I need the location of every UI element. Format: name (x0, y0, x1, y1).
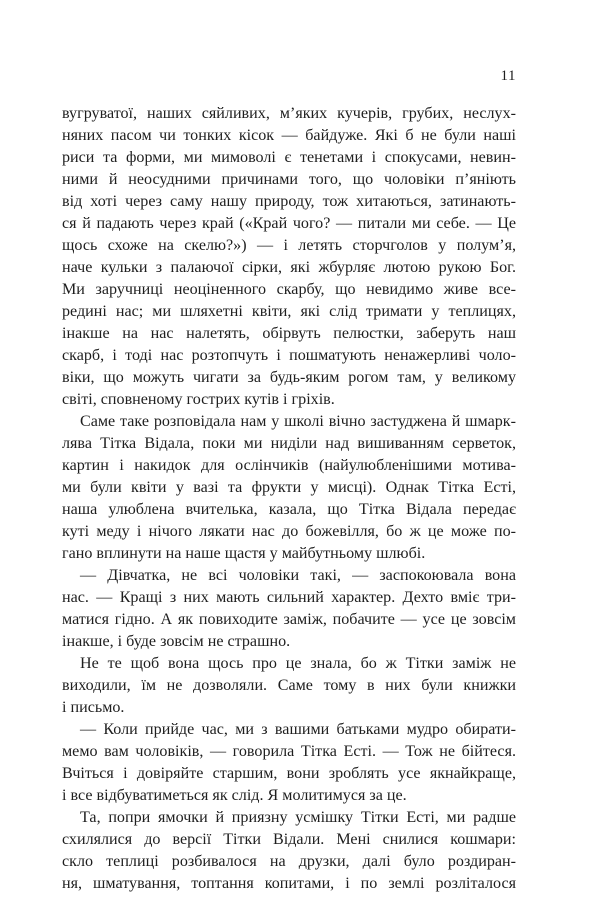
text-line: Саме таке розповідала нам у школі вічно застуджена й шмарк- (80, 413, 516, 430)
text-line: гано вплинути на наше щастя у майбутньому шлюбі. (62, 545, 426, 562)
body-text (62, 103, 516, 895)
text-line: ся й падають через край («Край чого? — питали ми себе. — Це (62, 215, 516, 232)
text-line: няних пасом чи тонких кісок — байдуже. Які б не були наші (62, 127, 516, 144)
text-line: від хоті через саму нашу природу, тож хитаються, затинають- (62, 193, 516, 210)
text-line: лява Тітка Відала, поки ми ниділи над вишиванням серветок, (62, 435, 516, 452)
text-line: куті меду і нічого лякати нас до божевілля, бо ж це може по- (62, 523, 516, 540)
text-line: світі, сповненому гострих кутів і гріхів. (62, 391, 335, 408)
text-line: картин і накидок для ослінчиків (найулюбленішими мотива- (62, 457, 516, 474)
text-line: наша улюблена вчителька, казала, що Тітка Відала передає (62, 501, 516, 518)
text-line: нас. — Кращі з них мають сильний характер. Дехто вміє три- (62, 589, 516, 606)
page-number: 11 (500, 68, 516, 84)
text-line: і письмо. (62, 699, 125, 716)
text-line: — Дівчатка, не всі чоловіки такі, — заспокоювала вона (80, 567, 516, 584)
text-line: — Коли прийде час, ми з вашими батьками мудро обирати- (80, 721, 516, 738)
text-line: Та, попри ямочки й приязну усмішку Тітки Есті, ми радше (80, 809, 516, 826)
text-line: вугруватої, наших сяйливих, м’яких кучерів, грубих, неслух- (62, 105, 516, 122)
text-line: ня, шматування, топтання копитами, і по землі розліталося (62, 875, 516, 892)
text-line: наче кульки з палаючої сірки, які жбурляє лютою рукою Бог. (62, 259, 516, 276)
text-line: щось схоже на скелю?») — і летять сторчголов у полум’я, (62, 237, 516, 254)
text-line: ними й неосудними причинами того, що чоловіки п’яніють (62, 171, 516, 188)
text-line: виходили, їм не дозволяли. Саме тому в них були книжки (62, 677, 516, 694)
text-line: ми були квіти у вазі та фрукти у мисці). Однак Тітка Есті, (62, 479, 516, 496)
text-line: інакше, і буде зовсім не страшно. (62, 633, 291, 650)
text-line: редині нас; ми шляхетні квіти, які слід тримати у теплицях, (62, 303, 516, 320)
text-line: мемо вам чоловіків, — говорила Тітка Есті. — Тож не бійтеся. (62, 743, 516, 760)
text-line: і все відбуватиметься як слід. Я молитимуся за це. (62, 787, 407, 804)
text-line: скарб, і тоді нас розтопчуть і пошматують ненажерливі чоло- (62, 347, 516, 364)
text-line: скло теплиці розбивалося на друзки, далі було роздиран- (62, 853, 516, 870)
text-line: риси та форми, ми мимоволі є тенетами і спокусами, невин- (62, 149, 516, 166)
text-line: Не те щоб вона щось про це знала, бо ж Тітки заміж не (80, 655, 516, 672)
text-line: віки, що можуть чигати за будь-яким рогом там, у великому (62, 369, 516, 386)
text-line: схилялися до версії Тітки Відали. Мені снилися кошмари: (62, 831, 516, 848)
text-line: інакше на нас налетять, обірвуть пелюстки, заберуть наш (62, 325, 516, 342)
text-line: Вчіться і довіряйте старшим, вони зроблять усе якнайкраще, (62, 765, 516, 782)
text-line: Ми заручниці неоціненного скарбу, що невидимо живе все- (62, 281, 516, 298)
text-line: матися гідно. А як повиходите заміж, побачите — усе це зовсім (62, 611, 516, 628)
